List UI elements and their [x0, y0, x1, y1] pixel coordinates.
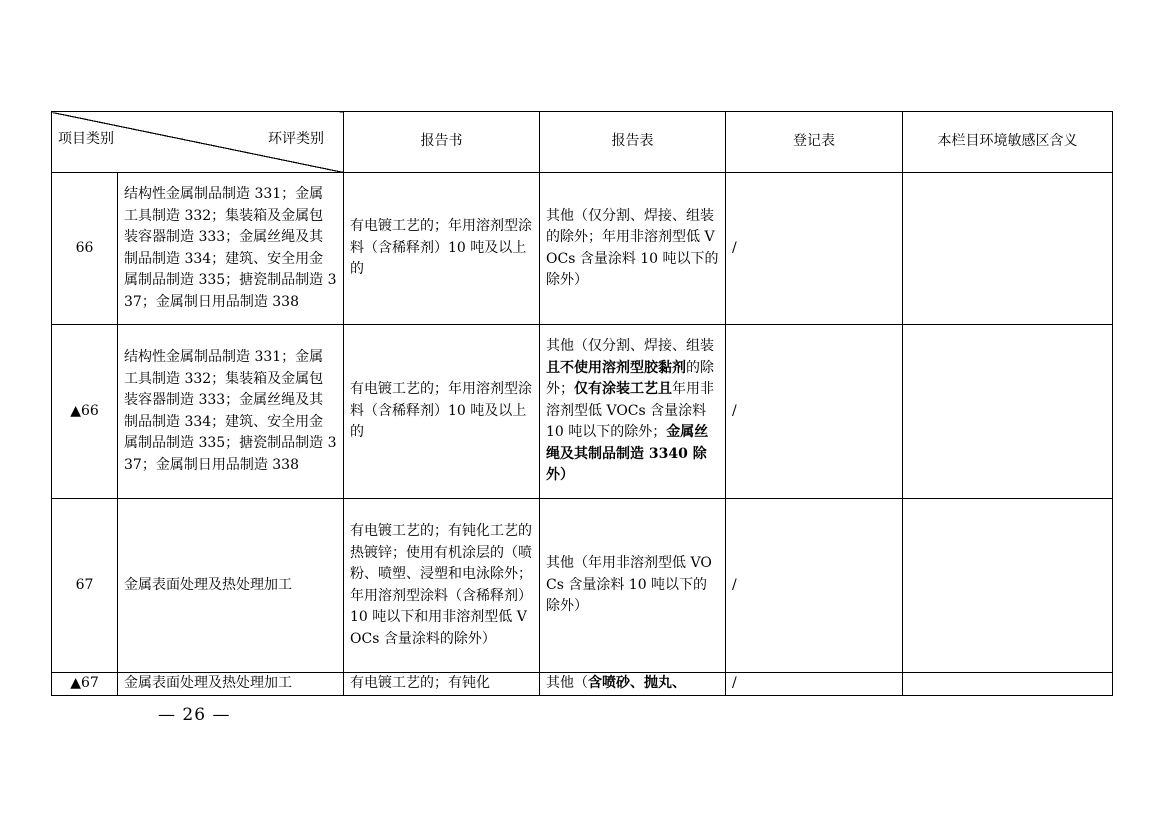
project-category-cell: 金属表面处理及热处理加工 — [118, 673, 344, 696]
table-header-row — [52, 112, 1113, 173]
report-form-bold-text: 且不使用溶剂型胶黏剂 — [546, 359, 686, 376]
row-number: 66 — [52, 173, 118, 325]
eia-classification-table — [51, 111, 1113, 696]
diagonal-header-cell — [52, 112, 344, 173]
registration-cell: / — [726, 499, 903, 673]
report-book-header: 报告书 — [344, 112, 540, 173]
project-category-cell: 结构性金属制品制造 331；金属工具制造 332；集装箱及金属包装容器制造 333；金属丝绳及其制品制造 334；建筑、安全用金属制品制造 335；搪瓷制品制造 337；金属制日用品制造 338 — [118, 325, 344, 499]
registration-form-header: 登记表 — [726, 112, 903, 173]
report-form-header: 报告表 — [540, 112, 726, 173]
report-book-cell: 有电镀工艺的；有钝化工艺的热镀锌；使用有机涂层的（喷粉、喷塑、浸塑和电泳除外；年用溶剂型涂料（含稀释剂）10 吨以下和用非溶剂型低 VOCs 含量涂料的除外） — [344, 499, 540, 673]
sensitive-area-cell — [903, 173, 1113, 325]
eia-category-header: 环评类别 — [268, 130, 324, 147]
report-form-cell: 其他（年用非溶剂型低 VOCs 含量涂料 10 吨以下的除外） — [540, 499, 726, 673]
row-number: ▲66 — [52, 325, 118, 499]
sensitive-area-cell — [903, 325, 1113, 499]
table-row — [52, 173, 1113, 325]
row-number: 67 — [52, 499, 118, 673]
report-form-bold-text: 含喷砂、抛丸、 — [588, 675, 686, 691]
table-row — [52, 673, 1113, 696]
report-form-cell: 其他（仅分割、焊接、组装的除外；年用非溶剂型低 VOCs 含量涂料 10 吨以下的除外） — [540, 173, 726, 325]
registration-cell: / — [726, 173, 903, 325]
project-category-cell: 结构性金属制品制造 331；金属工具制造 332；集装箱及金属包装容器制造 333；金属丝绳及其制品制造 334；建筑、安全用金属制品制造 335；搪瓷制品制造 337；金属制日用品制造 338 — [118, 173, 344, 325]
registration-cell: / — [726, 325, 903, 499]
report-form-cell — [540, 673, 726, 696]
report-form-bold-text: 金属丝绳及其制品制造 3340 除外） — [546, 424, 709, 484]
sensitive-area-header: 本栏目环境敏感区含义 — [903, 112, 1113, 173]
project-category-header: 项目类别 — [58, 130, 114, 147]
report-form-text: 其他（仅分割、焊接、组装 — [546, 338, 714, 355]
report-book-cell: 有电镀工艺的；年用溶剂型涂料（含稀释剂）10 吨及以上的 — [344, 173, 540, 325]
project-category-cell: 金属表面处理及热处理加工 — [118, 499, 344, 673]
page-number: — 26 — — [158, 705, 231, 725]
row-number: ▲67 — [52, 673, 118, 696]
table-row — [52, 325, 1113, 499]
registration-cell: / — [726, 673, 903, 696]
table-row — [52, 499, 1113, 673]
report-form-text: 的除外； — [546, 359, 714, 398]
sensitive-area-cell — [903, 499, 1113, 673]
report-book-cell: 有电镀工艺的；有钝化 — [344, 673, 540, 696]
report-form-text: 其他（ — [546, 675, 588, 691]
report-form-text: 年用非溶剂型低 VOCs 含量涂料 10 吨以下的除外； — [546, 381, 714, 441]
sensitive-area-cell — [903, 673, 1113, 696]
report-form-bold-text: 仅有涂装工艺且 — [574, 381, 672, 398]
report-book-cell: 有电镀工艺的；年用溶剂型涂料（含稀释剂）10 吨及以上的 — [344, 325, 540, 499]
report-form-cell — [540, 325, 726, 499]
